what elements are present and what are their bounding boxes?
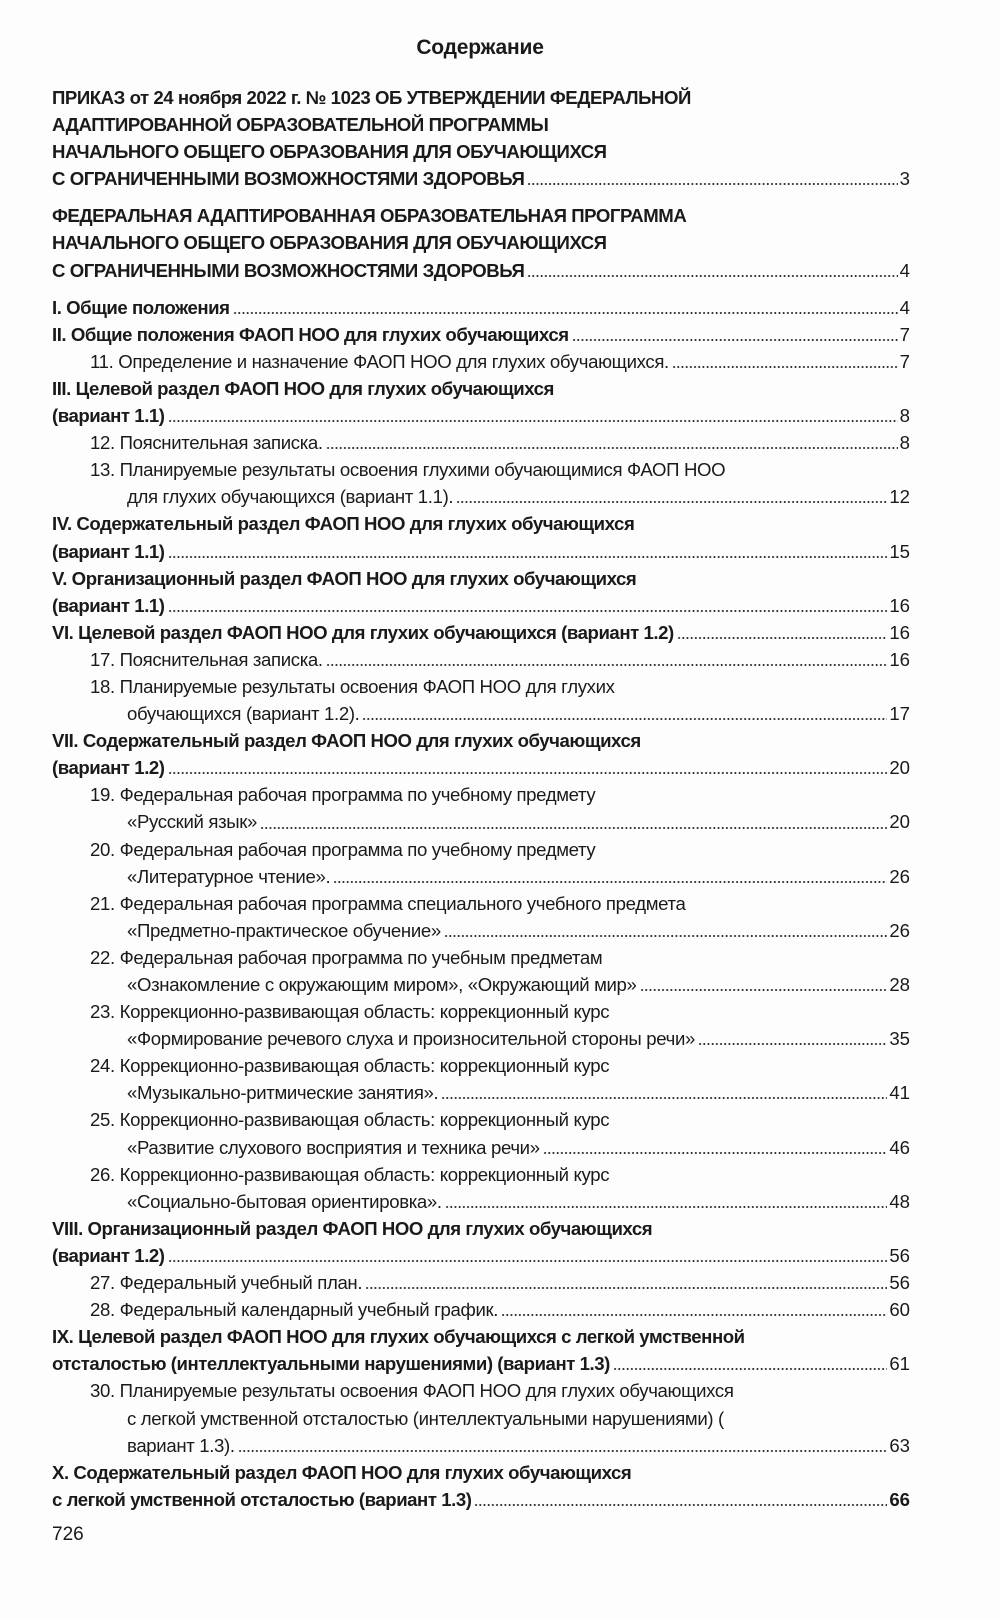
toc-section-entry[interactable] — [52, 321, 910, 348]
toc-line — [52, 111, 910, 138]
toc-line — [52, 1323, 910, 1350]
toc-line — [52, 294, 910, 321]
toc-line — [52, 1432, 910, 1459]
toc-page-number: 35 — [889, 1028, 910, 1050]
toc-page-number: 4 — [899, 296, 910, 318]
toc-section-entry[interactable] — [52, 1459, 910, 1513]
toc-entry-text: «Формирование речевого слуха и произносительной стороны речи» — [127, 1028, 695, 1050]
toc-subentry[interactable] — [52, 1106, 910, 1160]
toc-page-number: 66 — [889, 1488, 910, 1510]
toc-entry-text: 11. Определение и назначение ФАОП НОО для глухих обучающихся. — [90, 350, 669, 372]
toc-line — [52, 1215, 910, 1242]
toc-entry-text: 26. Коррекционно-развивающая область: коррекционный курс — [90, 1163, 610, 1185]
toc-subentry[interactable] — [52, 890, 910, 944]
dot-leader — [326, 446, 898, 450]
toc-line — [52, 348, 910, 375]
toc-entry-text: 18. Планируемые результаты освоения ФАОП НОО для глухих — [90, 675, 615, 697]
toc-line — [52, 1052, 910, 1079]
toc-page-number: 20 — [889, 811, 910, 833]
toc-entry-text: НАЧАЛЬНОГО ОБЩЕГО ОБРАЗОВАНИЯ ДЛЯ ОБУЧАЮЩИХСЯ — [52, 232, 607, 254]
toc-page-number: 16 — [889, 621, 910, 643]
toc-entry-text: X. Содержательный раздел ФАОП НОО для глухих обучающихся — [52, 1461, 632, 1483]
toc-line — [52, 165, 910, 192]
toc-entry-text: (вариант 1.1) — [52, 594, 165, 616]
toc-line — [52, 1296, 910, 1323]
toc-entry-text: 28. Федеральный календарный учебный график. — [90, 1299, 499, 1321]
toc-line — [52, 202, 910, 229]
dot-leader — [527, 274, 897, 278]
toc-line — [52, 619, 910, 646]
toc-line — [52, 646, 910, 673]
toc-line — [52, 1459, 910, 1486]
dot-leader — [698, 1042, 887, 1046]
toc-line — [52, 538, 910, 565]
dot-leader — [441, 1096, 887, 1100]
toc-subentry[interactable] — [52, 944, 910, 998]
toc-entry-text: 12. Пояснительная записка. — [90, 432, 323, 454]
toc-entry-text: 21. Федеральная рабочая программа специального учебного предмета — [90, 892, 686, 914]
toc-subentry[interactable] — [52, 429, 910, 456]
toc-page-number: 7 — [899, 323, 910, 345]
toc-section-entry[interactable] — [52, 727, 910, 781]
toc-subentry[interactable] — [52, 673, 910, 727]
dot-leader — [238, 1449, 888, 1453]
toc-section-entry[interactable] — [52, 375, 910, 429]
toc-line — [52, 781, 910, 808]
toc-subentry[interactable] — [52, 1052, 910, 1106]
toc-entry-text: 20. Федеральная рабочая программа по учебному предмету — [90, 838, 596, 860]
toc-entry-text: (вариант 1.1) — [52, 540, 165, 562]
toc-line — [52, 84, 910, 111]
toc-entry-text: VIII. Организационный раздел ФАОП НОО для глухих обучающихся — [52, 1217, 653, 1239]
page-number: 726 — [52, 1524, 84, 1545]
toc-entry-text: 19. Федеральная рабочая программа по учебному предмету — [90, 784, 596, 806]
toc-line — [52, 1134, 910, 1161]
toc-line — [52, 429, 910, 456]
toc-entry-text: IV. Содержательный раздел ФАОП НОО для глухих обучающихся — [52, 513, 635, 535]
dot-leader — [168, 609, 888, 613]
toc-line — [52, 1269, 910, 1296]
table-of-contents — [52, 84, 910, 1513]
toc-entry-text: (вариант 1.1) — [52, 405, 165, 427]
toc-entry-text: «Социально-бытовая ориентировка». — [127, 1190, 442, 1212]
dot-leader — [365, 1286, 887, 1290]
toc-line — [52, 1188, 910, 1215]
toc-line — [52, 700, 910, 727]
toc-page-number: 46 — [889, 1136, 910, 1158]
toc-page-number: 16 — [889, 594, 910, 616]
toc-line — [52, 1242, 910, 1269]
toc-section-entry[interactable] — [52, 202, 910, 283]
toc-section-entry[interactable] — [52, 619, 910, 646]
toc-entry-text: с легкой умственной отсталостью (интеллектуальными нарушениями) ( — [127, 1407, 724, 1429]
toc-subentry[interactable] — [52, 836, 910, 890]
dot-leader — [613, 1367, 887, 1371]
toc-section-entry[interactable] — [52, 510, 910, 564]
toc-entry-text: 13. Планируемые результаты освоения глухими обучающимися ФАОП НОО — [90, 459, 726, 481]
toc-page-number: 7 — [899, 350, 910, 372]
toc-entry-text: АДАПТИРОВАННОЙ ОБРАЗОВАТЕЛЬНОЙ ПРОГРАММЫ — [52, 114, 549, 136]
toc-entry-text: IX. Целевой раздел ФАОП НОО для глухих обучающихся с легкой умственной — [52, 1326, 745, 1348]
dot-leader — [445, 1205, 888, 1209]
toc-line — [52, 138, 910, 165]
dot-leader — [501, 1313, 887, 1317]
toc-line — [52, 917, 910, 944]
toc-line — [52, 863, 910, 890]
toc-line — [52, 727, 910, 754]
dot-leader — [326, 663, 888, 667]
toc-page-number: 12 — [889, 486, 910, 508]
toc-line — [52, 1350, 910, 1377]
dot-leader — [543, 1151, 888, 1155]
toc-subentry[interactable] — [52, 1296, 910, 1323]
toc-page-number: 8 — [899, 432, 910, 454]
page-title: Содержание — [416, 36, 544, 59]
toc-page-number: 15 — [889, 540, 910, 562]
toc-section-entry[interactable] — [52, 84, 910, 192]
toc-entry-text: «Литературное чтение». — [127, 865, 331, 887]
toc-page-number: 41 — [889, 1082, 910, 1104]
toc-section-entry[interactable] — [52, 565, 910, 619]
toc-line — [52, 808, 910, 835]
dot-leader — [362, 717, 887, 721]
toc-entry-text: 17. Пояснительная записка. — [90, 648, 323, 670]
toc-entry-text: III. Целевой раздел ФАОП НОО для глухих обучающихся — [52, 377, 554, 399]
dot-leader — [672, 365, 898, 369]
dot-leader — [168, 555, 888, 559]
toc-entry-text: 24. Коррекционно-развивающая область: коррекционный курс — [90, 1055, 610, 1077]
toc-line — [52, 1079, 910, 1106]
dot-leader — [527, 182, 897, 186]
toc-section-entry[interactable] — [52, 294, 910, 321]
toc-page-number: 26 — [889, 919, 910, 941]
toc-entry-text: НАЧАЛЬНОГО ОБЩЕГО ОБРАЗОВАНИЯ ДЛЯ ОБУЧАЮЩИХСЯ — [52, 141, 607, 163]
toc-entry-text: I. Общие положения — [52, 296, 230, 318]
toc-line — [52, 944, 910, 971]
toc-page-number: 3 — [899, 168, 910, 190]
toc-page-number: 61 — [889, 1353, 910, 1375]
toc-subentry[interactable] — [52, 1377, 910, 1458]
toc-entry-text: 23. Коррекционно-развивающая область: коррекционный курс — [90, 1001, 610, 1023]
toc-line — [52, 754, 910, 781]
toc-entry-text: для глухих обучающихся (вариант 1.1). — [127, 486, 454, 508]
toc-entry-text: «Музыкально-ритмические занятия». — [127, 1082, 439, 1104]
toc-line — [52, 565, 910, 592]
toc-subentry[interactable] — [52, 781, 910, 835]
toc-page-number: 63 — [889, 1434, 910, 1456]
toc-section-entry[interactable] — [52, 1323, 910, 1377]
toc-entry-text: С ОГРАНИЧЕННЫМИ ВОЗМОЖНОСТЯМИ ЗДОРОВЬЯ — [52, 259, 525, 281]
dot-leader — [168, 1259, 888, 1263]
toc-entry-text: 27. Федеральный учебный план. — [90, 1272, 363, 1294]
toc-subentry[interactable] — [52, 348, 910, 375]
toc-entry-text: С ОГРАНИЧЕННЫМИ ВОЗМОЖНОСТЯМИ ЗДОРОВЬЯ — [52, 168, 525, 190]
dot-leader — [474, 1503, 887, 1507]
toc-entry-text: «Ознакомление с окружающим миром», «Окружающий мир» — [127, 974, 637, 995]
toc-page-number: 20 — [889, 757, 910, 779]
dot-leader — [233, 311, 898, 315]
toc-line — [52, 1377, 910, 1404]
dot-leader — [333, 880, 887, 884]
toc-page-number: 48 — [889, 1190, 910, 1212]
toc-entry-text: VI. Целевой раздел ФАОП НОО для глухих обучающихся (вариант 1.2) — [52, 621, 674, 643]
toc-subentry[interactable] — [52, 998, 910, 1052]
toc-entry-text: (вариант 1.2) — [52, 1244, 165, 1266]
toc-entry-text: ПРИКАЗ от 24 ноября 2022 г. № 1023 ОБ УТВЕРЖДЕНИИ ФЕДЕРАЛЬНОЙ — [52, 87, 691, 108]
toc-section-entry[interactable] — [52, 1215, 910, 1269]
toc-page-number: 56 — [889, 1244, 910, 1266]
toc-entry-text: 30. Планируемые результаты освоения ФАОП НОО для глухих обучающихся — [90, 1380, 734, 1402]
toc-line — [52, 321, 910, 348]
toc-line — [52, 971, 910, 998]
toc-line — [52, 510, 910, 537]
toc-page-number: 8 — [899, 405, 910, 427]
dot-leader — [572, 338, 898, 342]
toc-entry-text: 22. Федеральная рабочая программа по учебным предметам — [90, 946, 603, 968]
toc-entry-text: 25. Коррекционно-развивающая область: коррекционный курс — [90, 1109, 610, 1131]
toc-page-number: 17 — [889, 703, 910, 725]
toc-line — [52, 375, 910, 402]
dot-leader — [456, 500, 887, 504]
toc-line — [52, 1161, 910, 1188]
toc-entry-text: отсталостью (интеллектуальными нарушениями) (вариант 1.3) — [52, 1353, 610, 1375]
toc-entry-text: VII. Содержательный раздел ФАОП НОО для глухих обучающихся — [52, 730, 641, 752]
toc-line — [52, 1405, 910, 1432]
toc-line — [52, 890, 910, 917]
dot-leader — [168, 419, 898, 423]
toc-entry-text: «Развитие слухового восприятия и техника речи» — [127, 1136, 540, 1158]
dot-leader — [640, 988, 888, 992]
toc-subentry[interactable] — [52, 456, 910, 510]
dot-leader — [168, 771, 888, 775]
toc-entry-text: «Русский язык» — [127, 811, 258, 833]
toc-page-number: 56 — [889, 1272, 910, 1294]
toc-line — [52, 257, 910, 284]
dot-leader — [260, 826, 887, 830]
toc-line — [52, 836, 910, 863]
toc-line — [52, 402, 910, 429]
toc-entry-text: V. Организационный раздел ФАОП НОО для глухих обучающихся — [52, 567, 637, 589]
toc-page-number: 26 — [889, 865, 910, 887]
toc-line — [52, 998, 910, 1025]
toc-entry-text: II. Общие положения ФАОП НОО для глухих обучающихся — [52, 323, 569, 345]
dot-leader — [677, 636, 888, 640]
toc-subentry[interactable] — [52, 646, 910, 673]
toc-entry-text: «Предметно-практическое обучение» — [127, 919, 441, 941]
toc-page-number: 4 — [899, 259, 910, 281]
dot-leader — [444, 934, 887, 938]
toc-line — [52, 1106, 910, 1133]
toc-line — [52, 1025, 910, 1052]
toc-entry-text: обучающихся (вариант 1.2). — [127, 703, 360, 725]
toc-entry-text: (вариант 1.2) — [52, 757, 165, 779]
toc-entry-text: вариант 1.3). — [127, 1434, 235, 1456]
toc-line — [52, 1486, 910, 1513]
toc-entry-text: ФЕДЕРАЛЬНАЯ АДАПТИРОВАННАЯ ОБРАЗОВАТЕЛЬНАЯ ПРОГРАММА — [52, 205, 687, 227]
toc-page-number: 16 — [889, 648, 910, 670]
toc-subentry[interactable] — [52, 1161, 910, 1215]
toc-page-number: 28 — [889, 974, 910, 995]
toc-line — [52, 456, 910, 483]
toc-entry-text: с легкой умственной отсталостью (вариант 1.3) — [52, 1488, 472, 1510]
toc-line — [52, 592, 910, 619]
toc-line — [52, 229, 910, 256]
toc-line — [52, 673, 910, 700]
toc-page-number: 60 — [889, 1299, 910, 1321]
toc-line — [52, 483, 910, 510]
toc-subentry[interactable] — [52, 1269, 910, 1296]
